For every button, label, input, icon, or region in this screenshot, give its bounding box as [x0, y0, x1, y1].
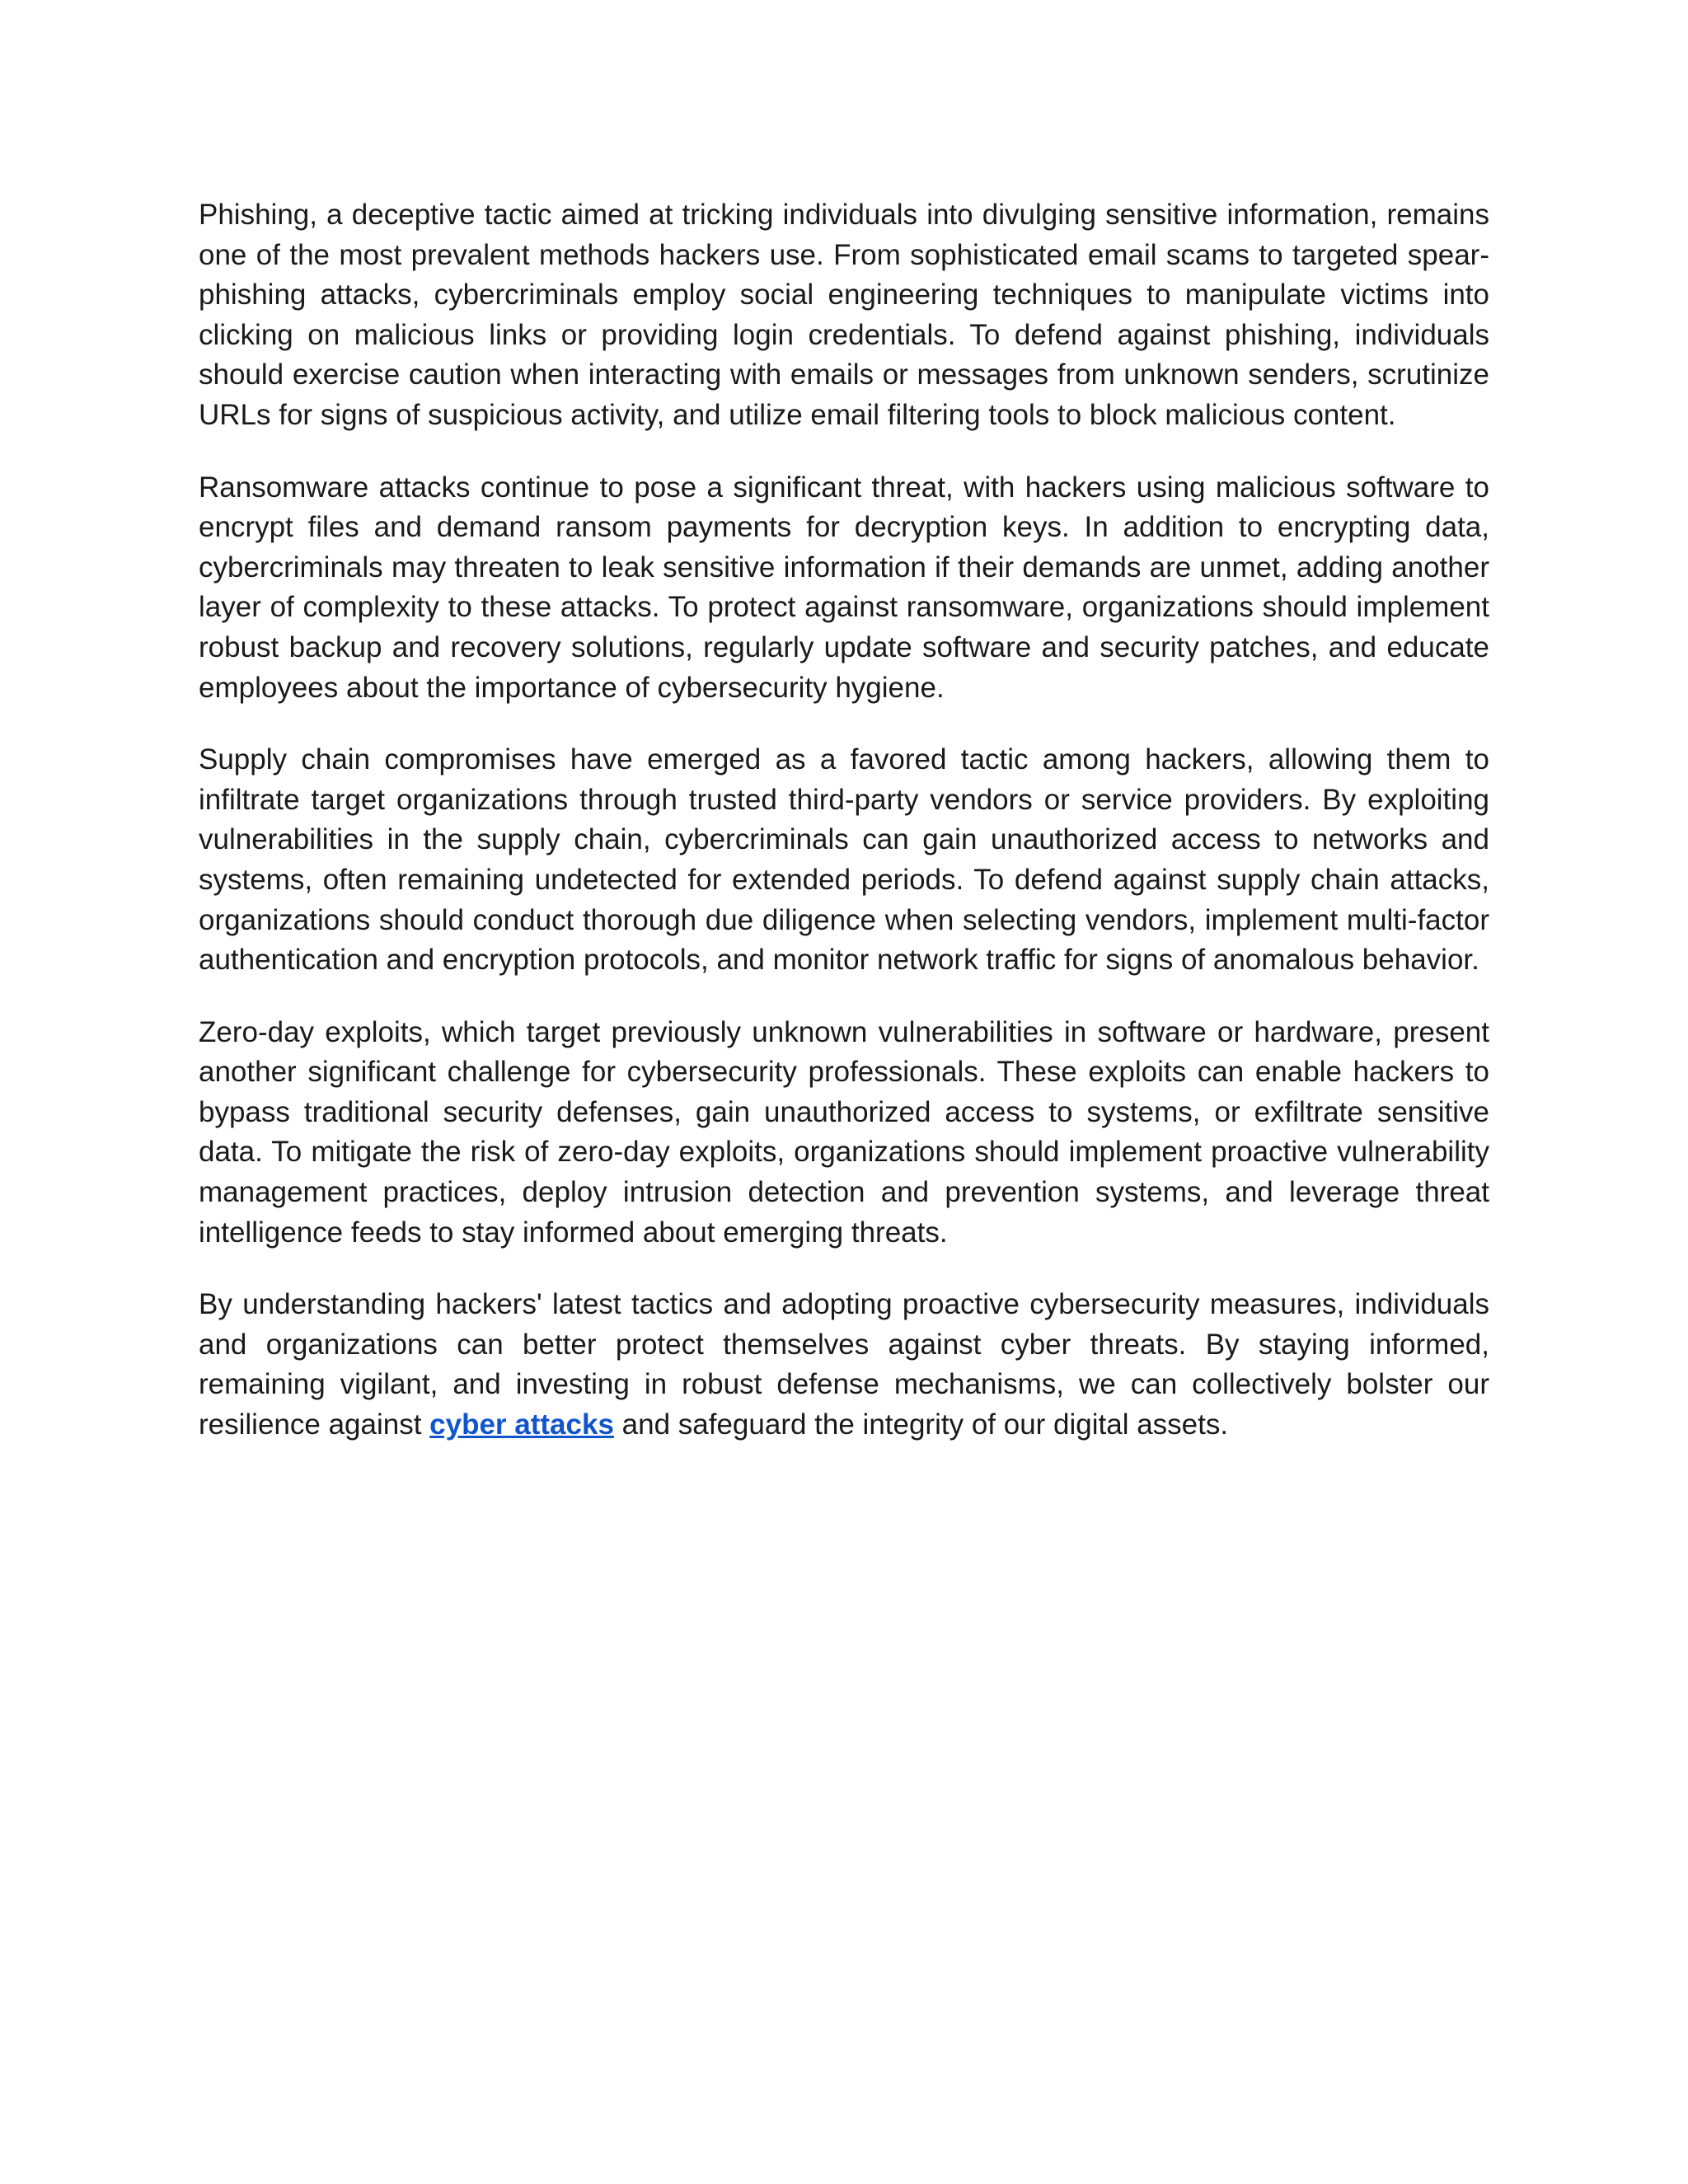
- paragraph-conclusion: [199, 1285, 1489, 1445]
- cyber-attacks-link[interactable]: cyber attacks: [429, 1408, 614, 1441]
- paragraph-zero-day: Zero-day exploits, which target previously unknown vulnerabilities in software or hardware, present another significant challenge for cybersecurity professionals. These exploits can enable hackers to bypass traditional security defenses, gain unauthorized access to systems, or exfiltrate sensitive data. To mitigate the risk of zero-day exploits, organizations should implement proactive vulnerability management practices, deploy intrusion detection and prevention systems, and leverage threat intelligence feeds to stay informed about emerging threats.: [199, 1015, 1489, 1249]
- paragraph-phishing: Phishing, a deceptive tactic aimed at tricking individuals into divulging sensitive information, remains one of the most prevalent methods hackers use. From sophisticated email scams to targeted spear-phishing attacks, cybercriminals employ social engineering techniques to manipulate victims into clicking on malicious links or providing login credentials. To defend against phishing, individuals should exercise caution when interacting with emails or messages from unknown senders, scrutinize URLs for signs of suspicious activity, and utilize email filtering tools to block malicious content.: [199, 199, 1489, 431]
- document-body: [199, 195, 1489, 1478]
- paragraph-supply-chain: Supply chain compromises have emerged as a favored tactic among hackers, allowing them to infiltrate target organizations through trusted third-party vendors or service providers. By exploiting vulnerabilities in the supply chain, cybercriminals can gain unauthorized access to networks and systems, often remaining undetected for extended periods. To defend against supply chain attacks, organizations should conduct thorough due diligence when selecting vendors, implement multi-factor authentication and encryption protocols, and monitor network traffic for signs of anomalous behavior.: [199, 743, 1489, 977]
- conclusion-text-before-link: By understanding hackers' latest tactics and adopting proactive cybersecurity measures, individuals and organizations can better protect themselves against cyber threats. By staying informed, remaining vigilant, and investing in robust defense mechanisms, we can collectively bolster our resilience against: [199, 1288, 1489, 1441]
- paragraph-ransomware: Ransomware attacks continue to pose a significant threat, with hackers using malicious software to encrypt files and demand ransom payments for decryption keys. In addition to encrypting data, cybercriminals may threaten to leak sensitive information if their demands are unmet, adding another layer of complexity to these attacks. To protect against ransomware, organizations should implement robust backup and recovery solutions, regularly update software and security patches, and educate employees about the importance of cybersecurity hygiene.: [199, 471, 1489, 704]
- conclusion-text-after-link: and safeguard the integrity of our digital assets.: [613, 1408, 1229, 1441]
